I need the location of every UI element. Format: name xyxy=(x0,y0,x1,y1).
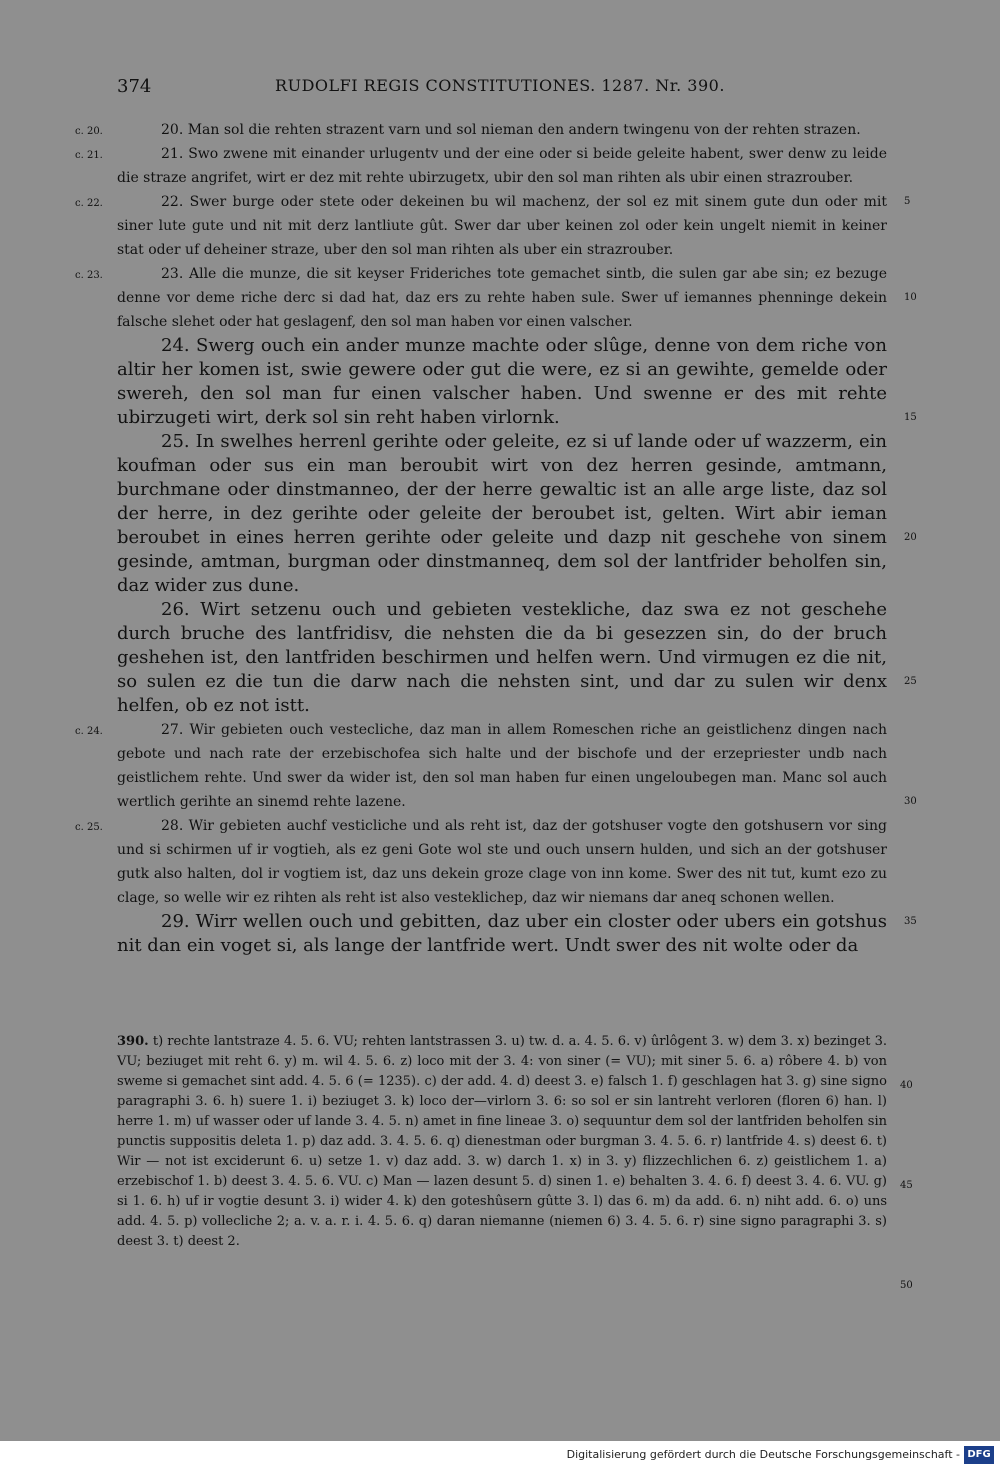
paragraph-text: 22. Swer burge oder stete oder dekeinen bu wil machenz, der sol ez mit sinem gute dun oder mit siner lute gute und nit mit derz lantliute gût. Swer dar uber keinen zol oder kein ungelt niemit in keiner stat oder uf deheiner straze, uber den sol man rihten als uber ein strazrouber. xyxy=(117,194,887,258)
page-header xyxy=(0,76,1000,100)
paragraph-text: 21. Swo zwene mit einander urlugentv und der eine oder si beide geleite habent, swer denw zu leide die straze angrifet, wirt er dez mit rehte ubirzugetx, ubir den sol man rihten als ubir einen strazrouber. xyxy=(117,146,887,186)
page-number: 374 xyxy=(117,76,152,97)
paragraph-text: 27. Wir gebieten ouch vestecliche, daz man in allem Romeschen riche an geistlichenz dingen nach gebote und nach rate der erzebischofea sich halte und der bischofe und der erzepriester undb nach geistlichem rehte. Und swer da wider ist, den sol man haben fur einen ungeloubegen man. Manc sol auch wertlich gerihte an sinemd rehte lazene. xyxy=(117,722,887,810)
line-number: 25 xyxy=(904,676,917,687)
line-number: 10 xyxy=(904,292,917,303)
line-number: 45 xyxy=(900,1180,913,1191)
line-number: 40 xyxy=(900,1080,913,1091)
paragraph-25 xyxy=(117,430,917,598)
line-number: 35 xyxy=(904,916,917,927)
running-title: RUDOLFI REGIS CONSTITUTIONES. 1287. Nr. 390. xyxy=(275,76,725,95)
line-number: 20 xyxy=(904,532,917,543)
main-text xyxy=(75,118,917,958)
paragraph-29 xyxy=(117,910,887,958)
paragraph-26 xyxy=(117,598,917,718)
chapter-mark: c. 23. xyxy=(75,270,103,281)
line-number: 15 xyxy=(904,412,917,423)
line-number: 5 xyxy=(904,196,911,207)
chapter-mark: c. 25. xyxy=(75,822,103,833)
paragraph-24 xyxy=(117,334,917,430)
chapter-mark: c. 22. xyxy=(75,198,103,209)
paragraph-text: 28. Wir gebieten auchf vesticliche und als reht ist, daz der gotshuser vogte den gotshusern vor sing und si schirmen uf ir vogtieh, als ez geni Gote wol ste und ouch unsern hulden, und sich an der gotshuser gutk also halten, dol ir vogtiem ist, daz uns dekein groze clage von inn kome. Swer des nit tut, kumt ezo zu clage, so welle wir ez rihten als reht ist also vesteklichep, daz wir niemans dar aneq schonen wellen. xyxy=(117,818,887,906)
line-number: 50 xyxy=(900,1280,913,1291)
dfg-logo-icon: DFG xyxy=(964,1446,994,1464)
line-number: 30 xyxy=(904,796,917,807)
footnotes-number: 390. xyxy=(117,1034,149,1049)
footnotes-text: t) rechte lantstraze 4. 5. 6. VU; rehten lantstrassen 3. u) tw. d. a. 4. 5. 6. v) ûrlôgent 3. w) dem 3. x) bezinget 3. VU; beziuget mit reht 6. y) m. wil 4. 5. 6. z) loco mit der 3. 4: von siner (= VU); mit siner 5. 6. a) rôbere 4. b) von sweme si gemachet sint add. 4. 5. 6 (= 1235). c) der add. 4. d) deest 3. e) falsch 1. f) geschlagen hat 3. g) sine signo paragraphi 3. 6. h) suere 1. i) beziuget 3. k) loco der—virlorn 3. 6: so sol er sin lantreht verloren (floren 6) han. l) herre 1. m) uf wasser oder uf lande 3. 4. 5. n) amet in fine lineae 3. o) sequuntur dem sol der lantfriden beholfen sin punctis suppositis deleta 1. p) daz add. 3. 4. 5. 6. q) dienestman oder burgman 3. 4. 5. 6. r) lantfride 4. s) deest 6. t) Wir — not ist exciderunt 6. u) setze 1. v) daz add. 3. w) darch 1. x) in 3. y) flizzechlichen 6. z) geistlichem 1. a) erzebischof 1. b) deest 3. 4. 5. 6. VU. c) Man — lazen desunt 5. d) sinen 1. e) behalten 3. 4. 6. f) deest 3. 4. 6. VU. g) si 1. 6. h) uf ir vogtie desunt 3. i) wider 4. k) den goteshûsern gûtte 3. l) das 6. m) da add. 6. n) niht add. 6. o) uns add. 4. 5. p) vollecliche 2; a. v. a. r. i. 4. 5. 6. q) daran niemanne (niemen 6) 3. 4. 5. 6. r) sine signo paragraphi 3. s) deest 3. t) deest 2. xyxy=(117,1034,888,1249)
paragraph-27 xyxy=(75,718,917,814)
funding-credit: Digitalisierung gefördert durch die Deutsche Forschungsgemeinschaft - xyxy=(566,1448,960,1461)
paragraph-text: 26. Wirt setzenu ouch und gebieten vestekliche, daz swa ez not geschehe durch bruche des lantfridisv, die nehsten die da bi gesezzen sin, do der bruch geshehen ist, den lantfriden beschirmen und helfen wern. Und virmugen ez die nit, so sulen ez die tun die darw nach die nehsten sint, und dar zu sulen wir denx helfen, ob ez not istt. xyxy=(117,599,887,716)
paragraph-text: 20. Man sol die rehten strazent varn und sol nieman den andern twingenu von der rehten strazen. xyxy=(161,122,861,138)
paragraph-text: 24. Swerg ouch ein ander munze machte oder slûge, denne von dem riche von altir her komen ist, swie gewere oder gut die were, ez si an gewihte, gemelde oder swereh, den sol man fur einen valscher haben. Und swenne er des mit rehte ubirzugeti wirt, derk sol sin reht haben virlornk. xyxy=(117,335,887,428)
paragraph-text: 25. In swelhes herrenl gerihte oder geleite, ez si uf lande oder uf wazzerm, ein koufman oder sus ein man beroubit wirt von dez herren gesinde, amtmann, burchmane oder dinstmanneo, der der herre gewaltic ist an alle arge liste, daz sol der herre, in dez gerihte oder geleite der beroubet ist, gelten. Wirt abir ieman beroubet in eines herren gerihte oder geleite und dazp nit geschehe von sinem gesinde, amtman, burgman oder dinstmanneq, dem sol der lantfrider beholfen sin, daz wider zus dune. xyxy=(117,431,887,596)
chapter-mark: c. 21. xyxy=(75,150,103,161)
paragraph-20 xyxy=(75,118,887,142)
paragraph-text: 23. Alle die munze, die sit keyser Frideriches tote gemachet sintb, die sulen gar abe sin; ez bezuge denne vor deme riche derc si dad hat, daz ers zu rehte haben sule. Swer uf iemannes phenninge dekein falsche slehet oder hat geslagenf, den sol man haben vor einen valscher. xyxy=(117,266,887,330)
chapter-mark: c. 24. xyxy=(75,726,103,737)
paragraph-22 xyxy=(75,190,887,262)
footnotes xyxy=(117,1032,913,1291)
paragraph-23 xyxy=(75,262,917,334)
paragraph-28 xyxy=(75,814,917,927)
paragraph-text: 29. Wirr wellen ouch und gebitten, daz uber ein closter oder ubers ein gotshus nit dan ein voget si, als lange der lantfride wert. Undt swer des nit wolte oder da xyxy=(117,911,887,956)
footer-bar xyxy=(0,1441,1000,1469)
chapter-mark: c. 20. xyxy=(75,126,103,137)
